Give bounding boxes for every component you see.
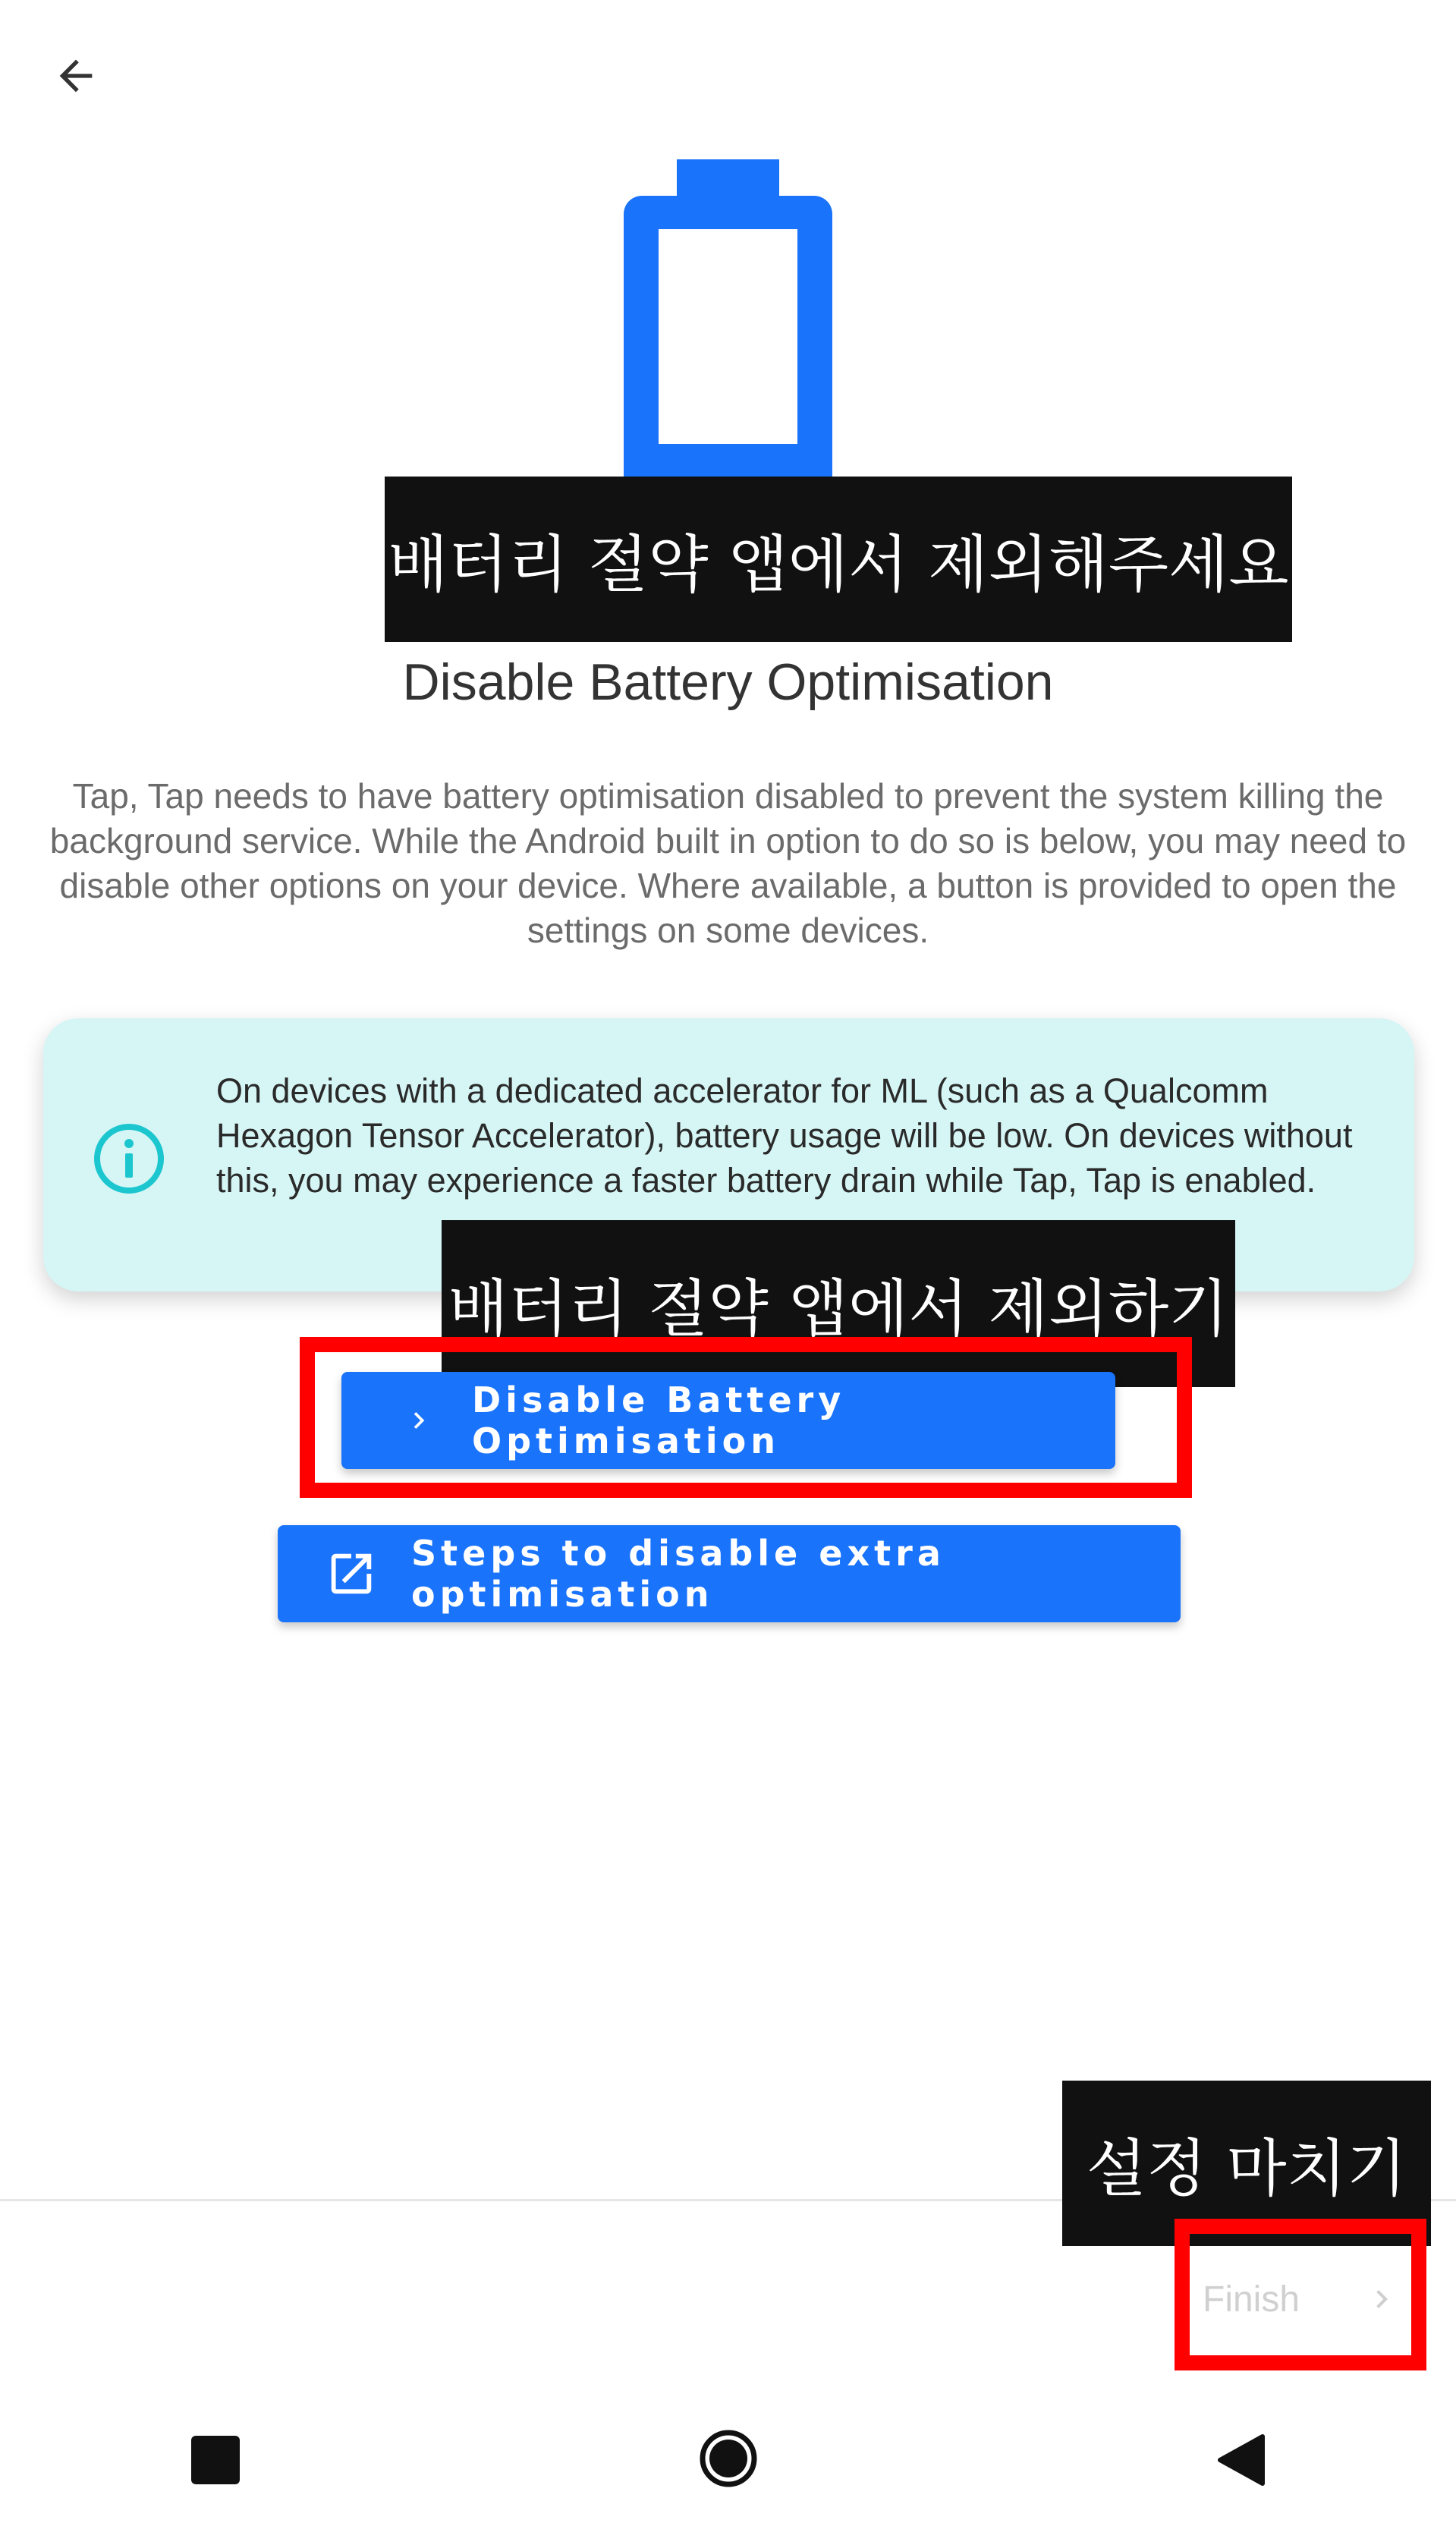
caption-overlay-top: 배터리 절약 앱에서 제외해주세요: [385, 477, 1292, 642]
disable-button-label: Disable Battery Optimisation: [472, 1379, 846, 1461]
info-card-text: On devices with a dedicated accelerator for ML (such as a Qualcomm Hexagon Tensor Accelerator), battery usage will be low. On devices without this, you may experience a faster battery drain while Tap, Tap is enabled.: [216, 1071, 1353, 1200]
caption-overlay-middle: 배터리 절약 앱에서 제외하기: [442, 1220, 1235, 1387]
home-button[interactable]: [698, 2428, 759, 2489]
open-external-icon: [325, 1547, 378, 1600]
disable-battery-optimisation-button[interactable]: [341, 1372, 1115, 1469]
home-circle-icon: [698, 2428, 759, 2489]
finish-button[interactable]: [1203, 2269, 1400, 2330]
chevron-right-icon: [1363, 2281, 1400, 2317]
nav-back-button[interactable]: [1214, 2432, 1267, 2488]
finish-label: Finish: [1203, 2279, 1300, 2320]
back-button[interactable]: [42, 42, 110, 110]
recents-button[interactable]: [191, 2436, 240, 2484]
info-icon: [91, 1121, 167, 1197]
arrow-left-icon: [52, 52, 100, 100]
page-title: Disable Battery Optimisation: [402, 653, 1054, 711]
chevron-right-icon: [402, 1404, 436, 1437]
battery-empty-icon: [624, 159, 832, 501]
steps-extra-optimisation-button[interactable]: [278, 1525, 1181, 1622]
triangle-back-icon: [1214, 2432, 1267, 2488]
description-text: Tap, Tap needs to have battery optimisation disabled to prevent the system killing the background service. While the Android built in option to do so is below, you may need to disable other options on your device. Where available, a button is provided to open the settings on some devices.: [49, 776, 1407, 950]
caption-overlay-finish: 설정 마치기: [1062, 2081, 1431, 2246]
steps-button-label: Steps to disable extra optimisation: [411, 1533, 945, 1615]
